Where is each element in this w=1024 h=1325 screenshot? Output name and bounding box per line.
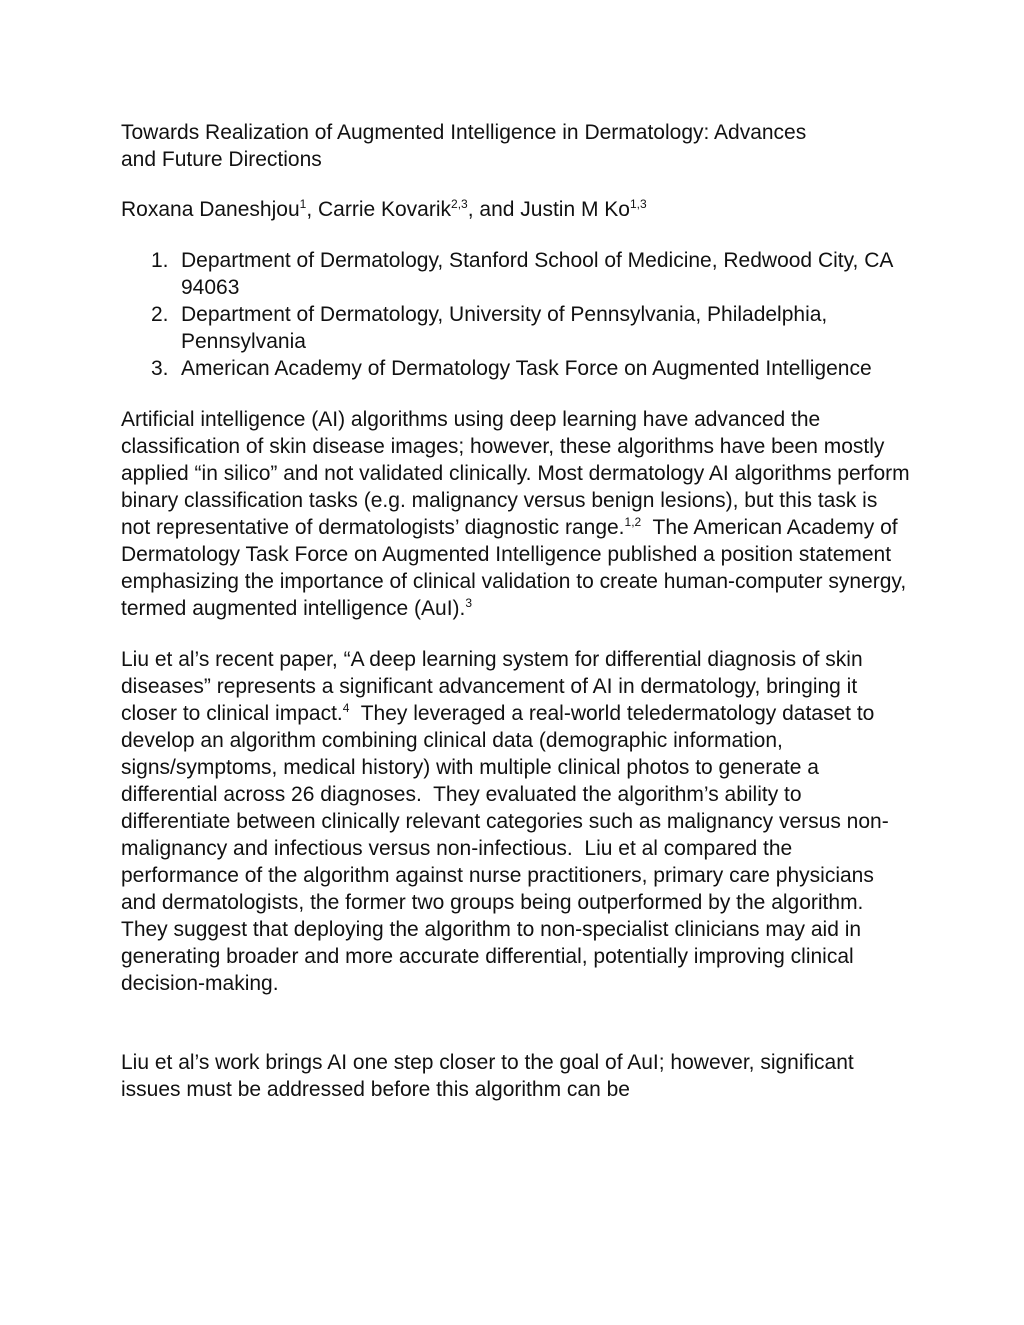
author-name: Carrie Kovarik	[317, 198, 452, 221]
author-affil-ref: 2,3	[451, 197, 468, 211]
author-sep: , and	[467, 198, 521, 221]
author-name: Roxana Daneshjou	[121, 198, 300, 221]
affiliation-item	[121, 247, 911, 301]
affiliation-item	[121, 355, 911, 382]
author-affil-ref: 1,3	[629, 197, 647, 211]
paragraph-text: Liu et al’s recent paper, “A deep learning system for differential diagnosis of skin diseases” represents a significant advancement of AI in dermatology, bringing it closer to clinical impact.	[121, 648, 863, 725]
paragraph-text: They leveraged a real-world teledermatology dataset to develop an algorithm combining clinical data (demographic information, signs/symptoms, medical history) with multiple clinical photos to generate a differential across 26 diagnoses. They evaluated the algorithm’s ability to differentiate between clinically relevant categories such as malignancy versus non-malignancy and infectious versus non-infectious. Liu et al compared the performance of the algorithm against nurse practitioners, primary care physicians and dermatologists, the former two groups being outperformed by the algorithm. They suggest that deploying the algorithm to non-specialist clinicians may aid in generating broader and more accurate differential, potentially improving clinical decision-making.	[121, 702, 889, 995]
affiliation-text: Department of Dermatology, University of Pennsylvania, Philadelphia, Pennsylvania	[181, 303, 828, 353]
body-paragraph-1	[121, 406, 911, 622]
affiliation-text: Department of Dermatology, Stanford School of Medicine, Redwood City, CA 94063	[181, 249, 893, 299]
author-affil-ref: 1	[299, 197, 307, 211]
affiliation-list	[121, 247, 911, 382]
affiliation-number: 2.	[151, 303, 169, 326]
author-sep: ,	[306, 198, 318, 221]
title-line-1: Towards Realization of Augmented Intelligence in Dermatology: Advances	[121, 121, 807, 144]
citation-ref: 4	[342, 701, 350, 715]
paper-page	[121, 119, 911, 1103]
affiliation-number: 1.	[151, 249, 169, 272]
author-name: Justin M Ko	[520, 198, 630, 221]
affiliation-item	[121, 301, 911, 355]
body-paragraph-3: Liu et al’s work brings AI one step closer to the goal of AuI; however, significant issues must be addressed before this algorithm can be	[121, 1051, 854, 1101]
body-paragraph-2	[121, 646, 911, 997]
affiliation-number: 3.	[151, 357, 169, 380]
affiliation-text: American Academy of Dermatology Task Force on Augmented Intelligence	[181, 357, 872, 380]
paragraph-text: Artificial intelligence (AI) algorithms using deep learning have advanced the classification of skin disease images; however, these algorithms have been mostly applied “in silico” and not validated clinically. Most dermatology AI algorithms perform binary classification tasks (e.g. malignancy versus benign lesions), but this task is not representative of dermatologists’ diagnostic range.	[121, 408, 910, 539]
citation-ref: 1,2	[624, 515, 642, 529]
author-list	[121, 196, 911, 223]
title-line-2: and Future Directions	[121, 148, 322, 171]
paper-title	[121, 119, 911, 173]
paragraph-text: The American Academy of Dermatology Task Force on Augmented Intelligence published a position statement emphasizing the importance of clinical validation to create human-computer synergy, termed augmented intelligence (AuI).	[121, 516, 913, 620]
citation-ref: 3	[465, 596, 473, 610]
